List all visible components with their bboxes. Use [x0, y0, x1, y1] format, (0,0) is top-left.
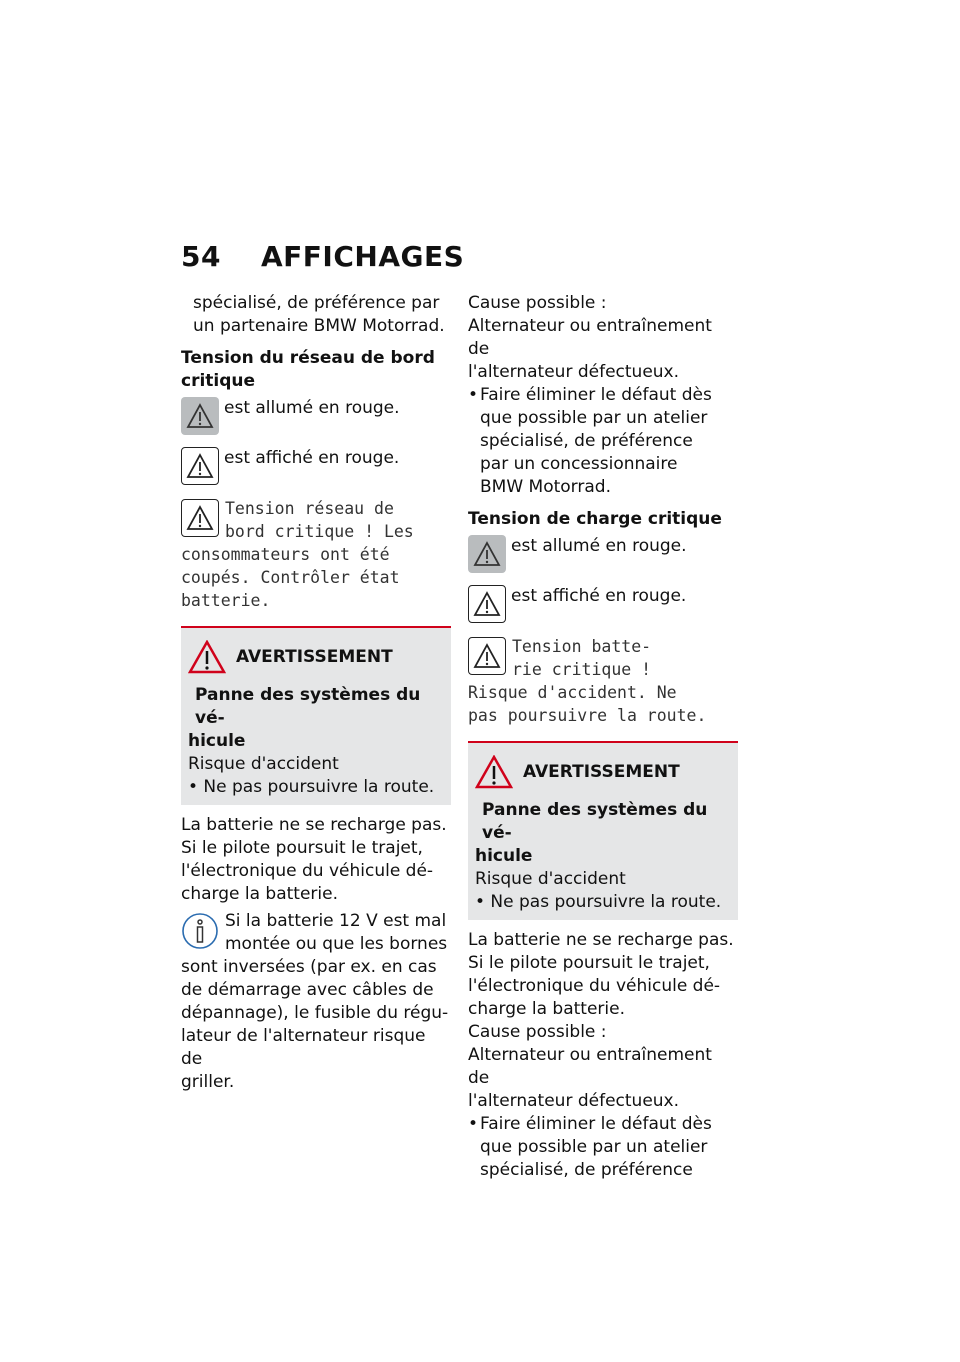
- indicator-lit-text: est allumé en rouge.: [224, 398, 400, 418]
- warning-triangle-icon: [468, 585, 506, 623]
- warning-box: AVERTISSEMENT Panne des systèmes du vé- hicule Risque d'accident • Ne pas poursuivre la route.: [181, 626, 451, 805]
- indicator-shown-line: [181, 447, 451, 485]
- right-column: Cause possible : Alternateur ou entraînement de l'alternateur défectueux. • Faire éliminer le défaut dès que possible par un atelier spécialisé, de préférence par un concessionnaire BMW Motorrad. Tension de charge critique est allumé en rouge. est affiché en rouge. Tension batte- rie critique ! Risque d'accident. Ne pas poursuivre la route. AVERTISSEMENT Panne des systèmes du vé- hicule Risque d'accident • Ne pas poursuivre la route. La batterie ne se recharge pas. Si le pilote poursuit le trajet, l'électronique du véhicule dé- charge la batterie. Cause possible : Alternateur ou entraînement de l'alternateur défectueux. • Faire éliminer le défaut dès que possible par un atelier spécialisé, de préférence: [468, 292, 738, 1182]
- chapter-title: AFFICHAGES: [261, 240, 465, 273]
- section-title-voltage: Tension du réseau de bord critique: [181, 348, 435, 391]
- section-title-charge: Tension de charge critique: [468, 509, 722, 529]
- warning-triangle-icon: [181, 447, 219, 485]
- action-list: • Faire éliminer le défaut dès que possible par un atelier spécialisé, de préférence: [468, 1114, 712, 1180]
- indicator-lit-line: [468, 535, 738, 573]
- indicator-shown-line: [468, 585, 738, 623]
- info-note: Si la batterie 12 V est mal montée ou que les bornes sont inversées (par ex. en cas de démarrage avec câbles de dépannage), le fusible du régu- lateur de l'alternateur risque de griller.: [181, 911, 449, 1092]
- battery-paragraph: La batterie ne se recharge pas. Si le pilote poursuit le trajet, l'électronique du véhicule dé- charge la batterie.: [468, 930, 734, 1019]
- warning-triangle-icon: [181, 499, 219, 537]
- cause-label: Cause possible :: [468, 293, 607, 313]
- page-header: [181, 240, 464, 273]
- indicator-lit-text: est allumé en rouge.: [511, 536, 687, 556]
- action-list: • Faire éliminer le défaut dès que possible par un atelier spécialisé, de préférence par un concessionnaire BMW Motorrad.: [468, 385, 712, 497]
- indicator-shown-text: est affiché en rouge.: [511, 586, 687, 606]
- warning-triangle-icon: [181, 397, 219, 435]
- indicator-shown-text: est affiché en rouge.: [224, 448, 400, 468]
- battery-paragraph: La batterie ne se recharge pas. Si le pilote poursuit le trajet, l'électronique du véhicule dé- charge la batterie.: [181, 815, 447, 904]
- cause-label: Cause possible :: [468, 1022, 607, 1042]
- warning-title: AVERTISSEMENT: [188, 640, 444, 674]
- warning-triangle-icon: [188, 640, 226, 674]
- info-icon: [181, 912, 219, 950]
- warning-triangle-icon: [468, 535, 506, 573]
- warning-title: AVERTISSEMENT: [475, 755, 731, 789]
- intro-text: spécialisé, de préférence par un partenaire BMW Motorrad.: [193, 293, 445, 336]
- display-message: Tension batte- rie critique ! Risque d'accident. Ne pas poursuivre la route.: [468, 637, 707, 725]
- left-column: [181, 292, 451, 1094]
- display-message: Tension réseau de bord critique ! Les consommateurs ont été coupés. Contrôler état batterie.: [181, 499, 414, 610]
- indicator-lit-line: [181, 397, 451, 435]
- page-number: 54: [181, 240, 221, 273]
- warning-triangle-icon: [475, 755, 513, 789]
- warning-box: AVERTISSEMENT Panne des systèmes du vé- hicule Risque d'accident • Ne pas poursuivre la route.: [468, 741, 738, 920]
- warning-triangle-icon: [468, 637, 506, 675]
